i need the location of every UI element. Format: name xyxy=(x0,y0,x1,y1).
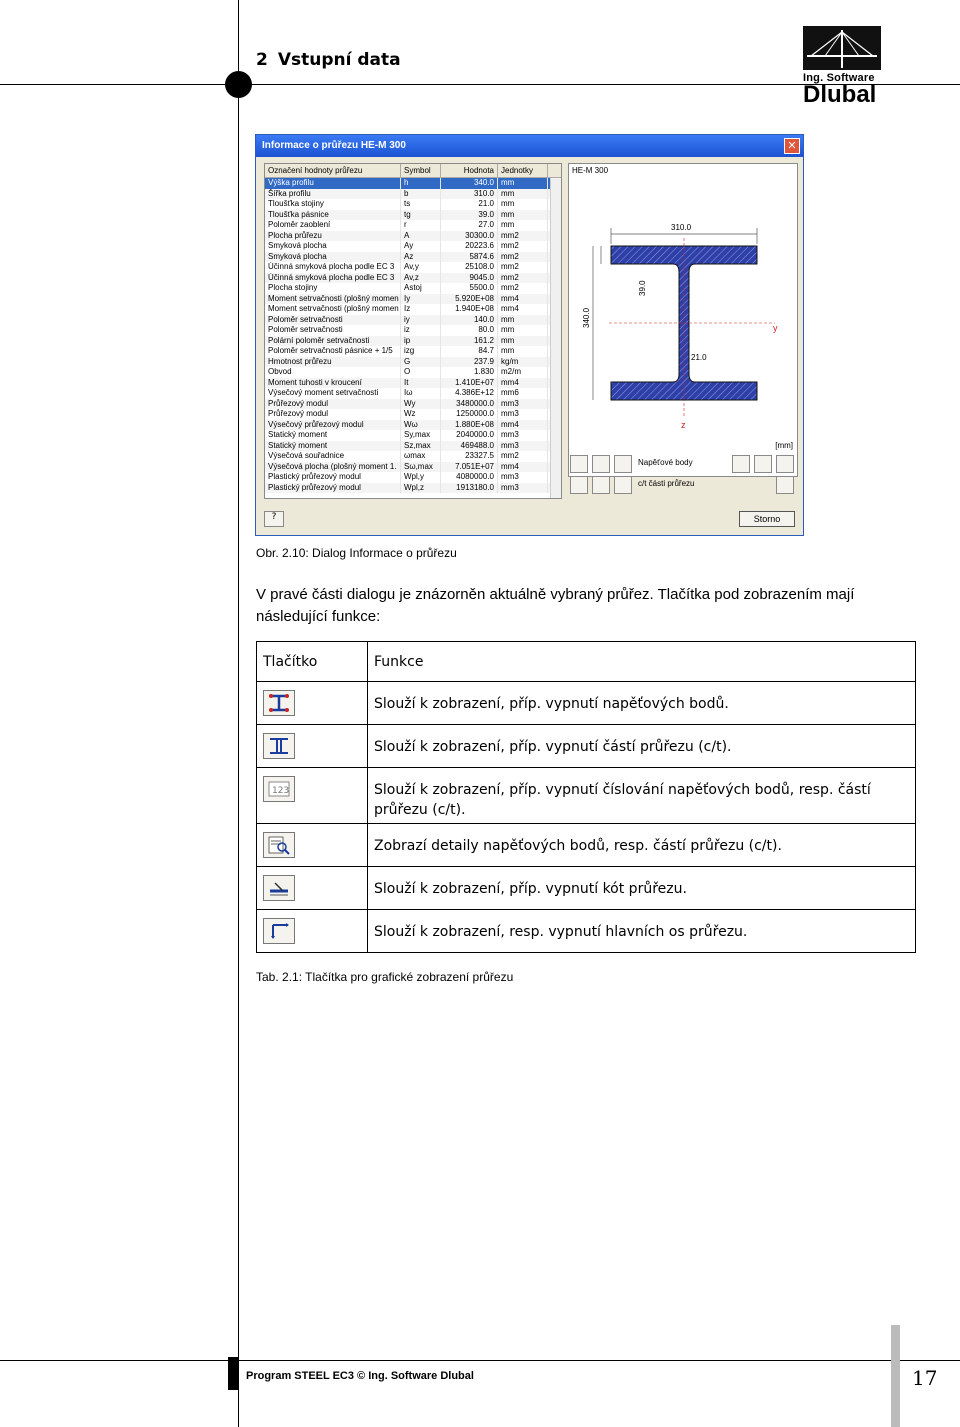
dialog-title: Informace o průřezu HE-M 300 xyxy=(256,135,803,157)
row-value: 310.0 xyxy=(441,189,498,200)
table-header-button: Tlačítko xyxy=(257,642,368,682)
row-value: 20223.6 xyxy=(441,241,498,252)
row-value: 84.7 xyxy=(441,346,498,357)
intro-paragraph: V pravé části dialogu je znázorněn aktuálně vybraný průřez. Tlačítka pod zobrazením mají následující funkce: xyxy=(256,586,855,625)
properties-grid xyxy=(264,163,562,499)
row-value: 1.880E+08 xyxy=(441,420,498,431)
table-row[interactable] xyxy=(265,399,561,410)
numbering-icon xyxy=(263,776,295,802)
table-row[interactable] xyxy=(265,199,561,210)
table-row-text: Slouží k zobrazení, resp. vypnutí hlavních os průřezu. xyxy=(368,910,916,953)
row-symbol: Wz xyxy=(401,409,441,420)
table-row[interactable] xyxy=(265,378,561,389)
table-row[interactable] xyxy=(265,462,561,473)
table-row[interactable] xyxy=(265,210,561,221)
row-value: 2040000.0 xyxy=(441,430,498,441)
row-name: Smyková plocha xyxy=(265,252,401,263)
logo-subtitle: Ing. Software xyxy=(803,72,875,84)
row-value: 161.2 xyxy=(441,336,498,347)
row-symbol: Astoj xyxy=(401,283,441,294)
dlubal-logo xyxy=(803,26,883,106)
row-name: Poloměr zaoblení xyxy=(265,220,401,231)
grid-header xyxy=(265,164,561,178)
row-unit: mm xyxy=(498,189,548,200)
row-symbol: Az xyxy=(401,252,441,263)
section-preview xyxy=(568,163,798,477)
row-symbol: izg xyxy=(401,346,441,357)
row-value: 1.940E+08 xyxy=(441,304,498,315)
grid-body xyxy=(265,178,561,493)
row-value: 4080000.0 xyxy=(441,472,498,483)
row-symbol: G xyxy=(401,357,441,368)
dimensions-toggle-button[interactable] xyxy=(732,455,750,473)
table-row-text: Slouží k zobrazení, příp. vypnutí kót průřezu. xyxy=(368,867,916,910)
row-value: 5500.0 xyxy=(441,283,498,294)
ct-numbering-toggle-button[interactable] xyxy=(592,476,610,494)
ct-details-button[interactable] xyxy=(614,476,632,494)
row-value: 1.830 xyxy=(441,367,498,378)
table-row[interactable] xyxy=(265,178,561,189)
row-unit: mm2 xyxy=(498,273,548,284)
page-edge-bar xyxy=(891,1325,900,1427)
print-button[interactable] xyxy=(776,476,794,494)
row-unit: mm xyxy=(498,220,548,231)
dim-web-label: 21.0 xyxy=(691,353,707,362)
row-unit: mm2 xyxy=(498,262,548,273)
footer-rule xyxy=(0,1360,960,1361)
preview-toolbar xyxy=(568,453,798,497)
row-symbol: Wy xyxy=(401,399,441,410)
row-name: Plocha průřezu xyxy=(265,231,401,242)
table-row[interactable] xyxy=(265,304,561,315)
buttons-table xyxy=(256,641,916,953)
row-value: 9045.0 xyxy=(441,273,498,284)
row-name: Plastický průřezový modul xyxy=(265,472,401,483)
row-value: 340.0 xyxy=(441,178,498,189)
row-name: Tloušťka stojiny xyxy=(265,199,401,210)
row-value: 5874.6 xyxy=(441,252,498,263)
row-value: 21.0 xyxy=(441,199,498,210)
row-name: Tloušťka pásnice xyxy=(265,210,401,221)
row-unit: mm4 xyxy=(498,462,548,473)
row-unit: kg/m xyxy=(498,357,548,368)
row-symbol: ωmax xyxy=(401,451,441,462)
logo-bridge-mark xyxy=(803,26,881,70)
row-value: 140.0 xyxy=(441,315,498,326)
table-row[interactable] xyxy=(265,441,561,452)
table-row[interactable] xyxy=(265,262,561,273)
details-button[interactable] xyxy=(614,455,632,473)
footer-marker xyxy=(228,1357,238,1390)
table-row-text: Zobrazí detaily napěťových bodů, resp. částí průřezu (c/t). xyxy=(368,824,916,867)
row-unit: mm2 xyxy=(498,231,548,242)
row-value: 237.9 xyxy=(441,357,498,368)
table-row[interactable] xyxy=(265,451,561,462)
row-symbol: It xyxy=(401,378,441,389)
numbering-toggle-button[interactable] xyxy=(592,455,610,473)
header-dot xyxy=(225,71,252,98)
row-name: Účinná smyková plocha podle EC 3 xyxy=(265,262,401,273)
row-value: 30300.0 xyxy=(441,231,498,242)
row-unit: mm4 xyxy=(498,304,548,315)
row-symbol: tg xyxy=(401,210,441,221)
row-value: 1.410E+07 xyxy=(441,378,498,389)
row-unit: mm xyxy=(498,210,548,221)
dim-height-label: 340.0 xyxy=(582,307,591,328)
table-row[interactable] xyxy=(265,273,561,284)
chapter-heading xyxy=(256,50,411,70)
table-row[interactable] xyxy=(265,346,561,357)
row-name: Výsečový moment setrvačnosti xyxy=(265,388,401,399)
row-symbol: r xyxy=(401,220,441,231)
table-row xyxy=(257,824,916,867)
row-name: Průřezový modul xyxy=(265,399,401,410)
table-row xyxy=(257,768,916,824)
row-unit: mm6 xyxy=(498,388,548,399)
row-symbol: Ay xyxy=(401,241,441,252)
row-unit: m2/m xyxy=(498,367,548,378)
row-unit: mm4 xyxy=(498,420,548,431)
stress-points-label: Napěťové body xyxy=(638,458,693,467)
chapter-title: Vstupní data xyxy=(277,50,401,70)
axis-y-label: y xyxy=(773,323,778,333)
preview-unit: [mm] xyxy=(775,441,793,450)
row-value: 80.0 xyxy=(441,325,498,336)
row-unit: mm xyxy=(498,336,548,347)
row-unit: mm xyxy=(498,346,548,357)
chapter-number: 2 xyxy=(256,50,268,70)
row-value: 25108.0 xyxy=(441,262,498,273)
row-value: 23327.5 xyxy=(441,451,498,462)
footer-text: Program STEEL EC3 © Ing. Software Dlubal xyxy=(246,1370,474,1382)
row-symbol: Sω,max xyxy=(401,462,441,473)
row-unit: mm3 xyxy=(498,430,548,441)
row-symbol: A xyxy=(401,231,441,242)
row-symbol: Av,z xyxy=(401,273,441,284)
row-name: Plocha stojiny xyxy=(265,283,401,294)
row-symbol: ip xyxy=(401,336,441,347)
row-symbol: O xyxy=(401,367,441,378)
table-row-text: Slouží k zobrazení, příp. vypnutí částí průřezu (c/t). xyxy=(368,725,916,768)
principal-axes-icon xyxy=(263,918,295,944)
col-header-unit[interactable]: Jednotky xyxy=(498,164,548,177)
stress-points-icon xyxy=(263,690,295,716)
table-row-text: Slouží k zobrazení, příp. vypnutí číslování napěťových bodů, resp. částí průřezu (c/t). xyxy=(368,768,916,824)
margin-line-vertical xyxy=(238,0,239,1427)
table-row[interactable] xyxy=(265,252,561,263)
row-value: 1913180.0 xyxy=(441,483,498,494)
figure-caption: Obr. 2.10: Dialog Informace o průřezu xyxy=(256,546,457,560)
row-value: 469488.0 xyxy=(441,441,498,452)
row-name: Poloměr setrvačnosti xyxy=(265,325,401,336)
ct-parts-label: c/t části průřezu xyxy=(638,479,695,488)
row-name: Plastický průřezový modul xyxy=(265,483,401,494)
row-symbol: Iz xyxy=(401,304,441,315)
row-name: Hmotnost průřezu xyxy=(265,357,401,368)
row-name: Průřezový modul xyxy=(265,409,401,420)
row-symbol: Iω xyxy=(401,388,441,399)
table-row xyxy=(257,682,916,725)
row-name: Statický moment xyxy=(265,441,401,452)
row-name: Polární poloměr setrvačnosti xyxy=(265,336,401,347)
stress-points-toggle-button[interactable] xyxy=(570,455,588,473)
table-row xyxy=(257,910,916,953)
row-unit: mm3 xyxy=(498,483,548,494)
row-symbol: h xyxy=(401,178,441,189)
row-symbol: Wpl,y xyxy=(401,472,441,483)
row-name: Výška profilu xyxy=(265,178,401,189)
table-row[interactable] xyxy=(265,357,561,368)
row-unit: mm2 xyxy=(498,451,548,462)
row-unit: mm xyxy=(498,178,548,189)
row-name: Obvod xyxy=(265,367,401,378)
row-name: Poloměr setrvačnosti pásnice + 1/5 xyxy=(265,346,401,357)
table-row[interactable] xyxy=(265,483,561,494)
table-row[interactable] xyxy=(265,325,561,336)
svg-text:123: 123 xyxy=(272,786,290,796)
row-symbol: iy xyxy=(401,315,441,326)
row-symbol: ts xyxy=(401,199,441,210)
ct-parts-toggle-button[interactable] xyxy=(570,476,588,494)
help-button[interactable]: ? xyxy=(264,511,284,527)
row-value: 1250000.0 xyxy=(441,409,498,420)
row-unit: mm2 xyxy=(498,241,548,252)
row-name: Účinná smyková plocha podle EC 3 xyxy=(265,273,401,284)
logo-name: Dlubal xyxy=(803,81,877,108)
row-name: Výsečová souřadnice xyxy=(265,451,401,462)
row-unit: mm2 xyxy=(498,252,548,263)
ct-parts-icon xyxy=(263,733,295,759)
row-name: Statický moment xyxy=(265,430,401,441)
row-unit: mm3 xyxy=(498,472,548,483)
table-row[interactable] xyxy=(265,336,561,347)
table-row[interactable] xyxy=(265,388,561,399)
table-row[interactable] xyxy=(265,472,561,483)
row-symbol: Wω xyxy=(401,420,441,431)
principal-axes-toggle-button[interactable] xyxy=(754,455,772,473)
details-icon xyxy=(263,832,295,858)
row-value: 27.0 xyxy=(441,220,498,231)
row-unit: mm xyxy=(498,315,548,326)
grid-scrollbar[interactable] xyxy=(550,178,561,498)
col-header-value[interactable]: Hodnota xyxy=(441,164,498,177)
row-symbol: Av,y xyxy=(401,262,441,273)
row-name: Smyková plocha xyxy=(265,241,401,252)
cancel-button[interactable]: Storno xyxy=(739,511,795,527)
table-row[interactable] xyxy=(265,220,561,231)
row-name: Moment setrvačnosti (plošný momen xyxy=(265,294,401,305)
row-symbol: Wpl,z xyxy=(401,483,441,494)
table-row[interactable] xyxy=(265,241,561,252)
table-header-function: Funkce xyxy=(368,642,916,682)
dim-width-label: 310.0 xyxy=(671,223,692,232)
table-row[interactable] xyxy=(265,367,561,378)
row-name: Moment setrvačnosti (plošný momen xyxy=(265,304,401,315)
row-name: Výsečová plocha (plošný moment 1. xyxy=(265,462,401,473)
dialog-close-icon[interactable]: ✕ xyxy=(784,138,800,154)
table-row[interactable] xyxy=(265,294,561,305)
row-value: 5.920E+08 xyxy=(441,294,498,305)
row-unit: mm xyxy=(498,199,548,210)
row-unit: mm2 xyxy=(498,283,548,294)
row-unit: mm3 xyxy=(498,399,548,410)
page-number: 17 xyxy=(912,1366,938,1390)
row-symbol: Iy xyxy=(401,294,441,305)
table-row[interactable] xyxy=(265,430,561,441)
row-symbol: iz xyxy=(401,325,441,336)
table-row[interactable] xyxy=(265,231,561,242)
zoom-button[interactable] xyxy=(776,455,794,473)
col-header-symbol[interactable]: Symbol xyxy=(401,164,441,177)
table-row xyxy=(257,725,916,768)
table-row[interactable] xyxy=(265,283,561,294)
row-unit: mm4 xyxy=(498,378,548,389)
row-value: 39.0 xyxy=(441,210,498,221)
row-symbol: Sz,max xyxy=(401,441,441,452)
table-row-text: Slouží k zobrazení, příp. vypnutí napěťových bodů. xyxy=(368,682,916,725)
table-row[interactable] xyxy=(265,409,561,420)
row-unit: mm3 xyxy=(498,409,548,420)
row-value: 4.386E+12 xyxy=(441,388,498,399)
dimensions-icon xyxy=(263,875,295,901)
row-symbol: b xyxy=(401,189,441,200)
table-caption: Tab. 2.1: Tlačítka pro grafické zobrazení průřezu xyxy=(256,970,514,984)
table-row xyxy=(257,867,916,910)
row-symbol: Sy,max xyxy=(401,430,441,441)
preview-profile-name: HE-M 300 xyxy=(572,166,609,175)
row-value: 7.051E+07 xyxy=(441,462,498,473)
table-row[interactable] xyxy=(265,189,561,200)
row-name: Šířka profilu xyxy=(265,189,401,200)
table-row[interactable] xyxy=(265,315,561,326)
row-value: 3480000.0 xyxy=(441,399,498,410)
section-info-dialog xyxy=(255,134,804,536)
row-name: Poloměr setrvačnosti xyxy=(265,315,401,326)
row-unit: mm xyxy=(498,325,548,336)
row-name: Výsečový průřezový modul xyxy=(265,420,401,431)
row-unit: mm4 xyxy=(498,294,548,305)
axis-z-label: z xyxy=(681,420,686,430)
row-unit: mm3 xyxy=(498,441,548,452)
row-name: Moment tuhosti v kroucení xyxy=(265,378,401,389)
table-row[interactable] xyxy=(265,420,561,431)
dim-flange-label: 39.0 xyxy=(638,280,647,296)
section-drawing xyxy=(569,178,797,448)
col-header-name[interactable]: Označení hodnoty průřezu xyxy=(265,164,401,177)
